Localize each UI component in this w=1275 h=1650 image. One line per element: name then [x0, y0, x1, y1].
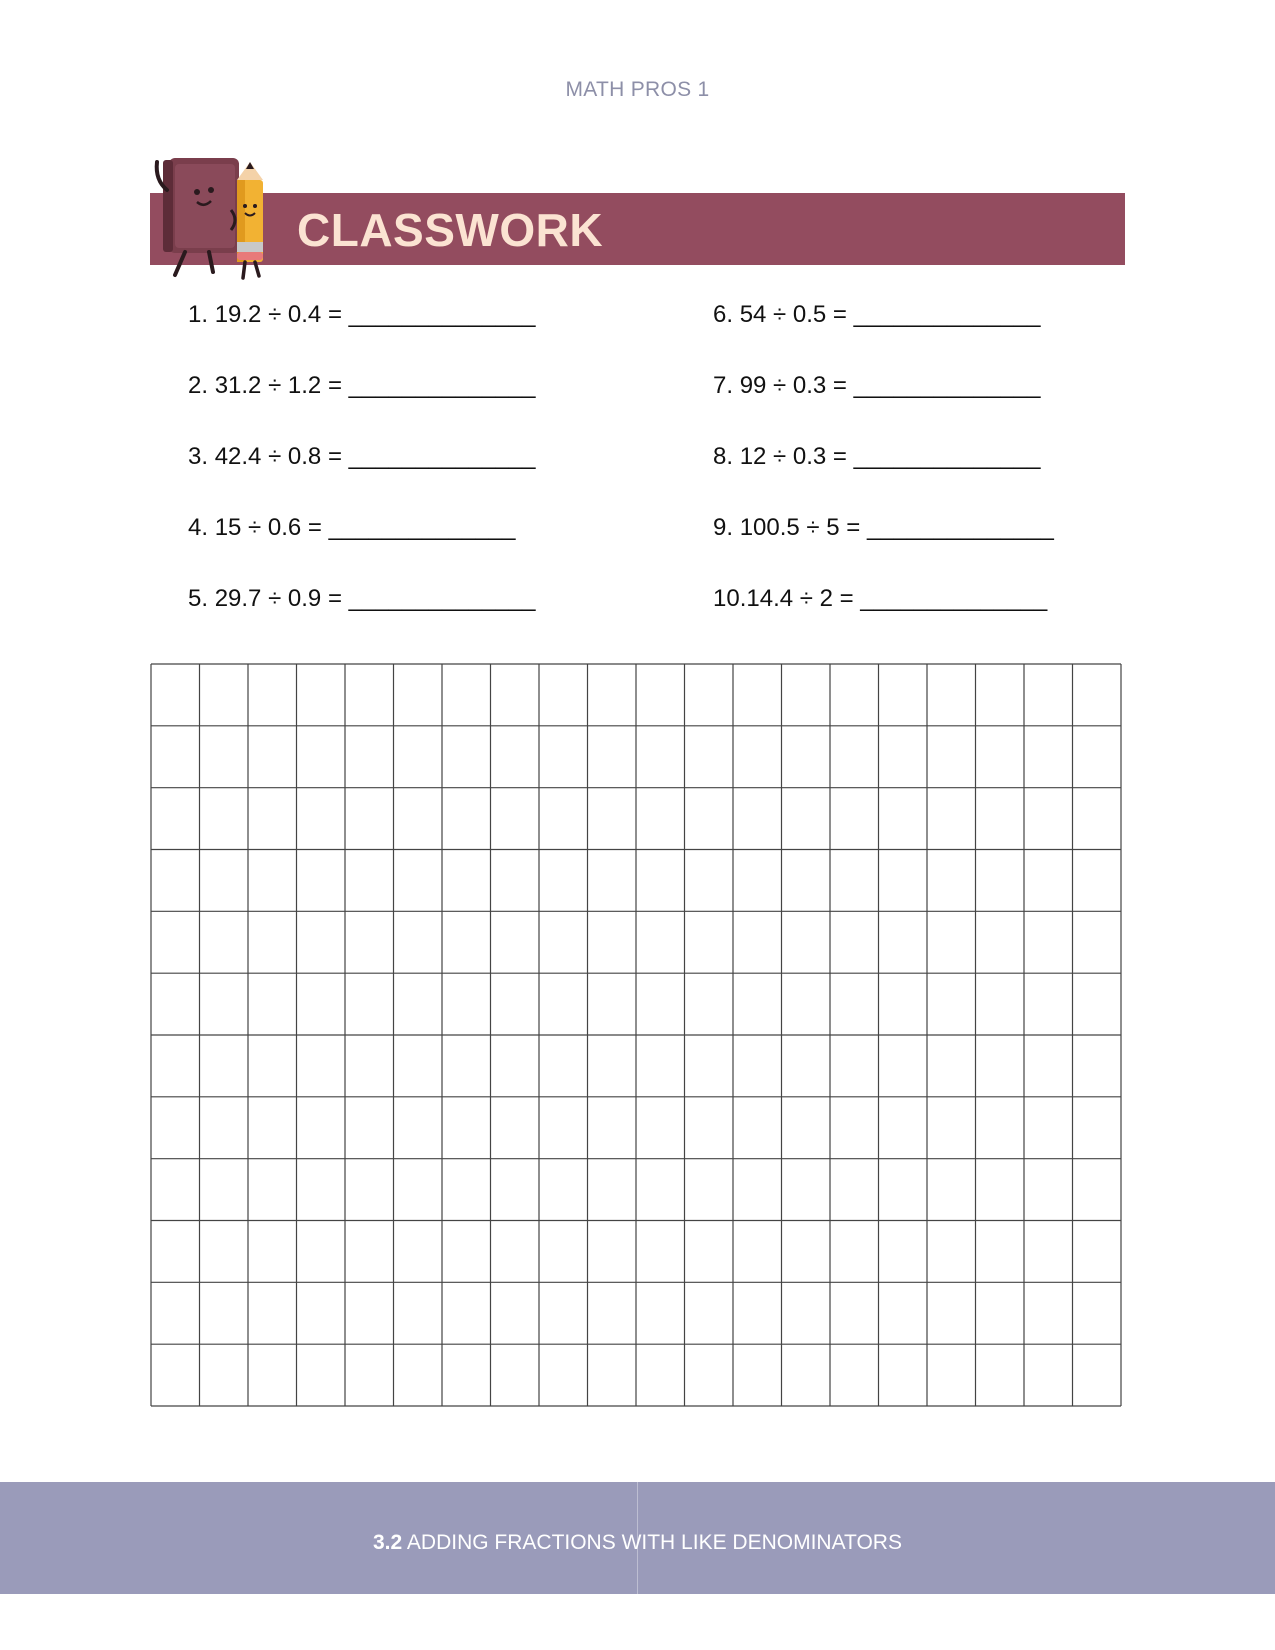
problem-number: 5. — [188, 585, 209, 612]
answer-blank: ______________ — [853, 301, 1041, 328]
problem-number: 3. — [188, 443, 209, 470]
work-grid — [150, 663, 1122, 1407]
problem-number: 7. — [713, 372, 734, 399]
problem-item — [188, 372, 536, 400]
footer-section-title: ADDING FRACTIONS WITH LIKE DENOMINATORS — [406, 1531, 902, 1554]
problem-item — [188, 301, 536, 329]
problem-expression: 31.2 ÷ 1.2 = — [214, 372, 349, 399]
answer-blank: ______________ — [348, 585, 536, 612]
problem-item — [713, 514, 1054, 542]
answer-blank: ______________ — [866, 514, 1054, 541]
footer-title — [0, 1531, 1275, 1555]
problem-expression: 19.2 ÷ 0.4 = — [214, 301, 349, 328]
problem-number: 2. — [188, 372, 209, 399]
problem-number: 1. — [188, 301, 209, 328]
problem-number: 8. — [713, 443, 734, 470]
problem-item — [713, 443, 1040, 471]
problem-item — [188, 585, 536, 613]
answer-blank: ______________ — [853, 372, 1041, 399]
problem-expression: 29.7 ÷ 0.9 = — [214, 585, 349, 612]
problem-item — [713, 301, 1040, 329]
problem-expression: 12 ÷ 0.3 = — [739, 443, 854, 470]
answer-blank: ______________ — [328, 514, 516, 541]
banner-title: CLASSWORK — [297, 204, 604, 256]
answer-blank: ______________ — [348, 443, 536, 470]
book-and-pencil-mascot-icon — [145, 150, 285, 290]
problem-number: 10. — [713, 585, 747, 612]
problem-item — [713, 372, 1040, 400]
problem-expression: 14.4 ÷ 2 = — [746, 585, 861, 612]
problem-number: 9. — [713, 514, 734, 541]
answer-blank: ______________ — [853, 443, 1041, 470]
problem-item — [188, 514, 515, 542]
answer-blank: ______________ — [860, 585, 1048, 612]
problem-expression: 54 ÷ 0.5 = — [739, 301, 854, 328]
problem-number: 4. — [188, 514, 209, 541]
problem-number: 6. — [713, 301, 734, 328]
problem-expression: 15 ÷ 0.6 = — [214, 514, 329, 541]
footer-section-number: 3.2 — [373, 1531, 403, 1554]
running-header: MATH PROS 1 — [565, 78, 710, 101]
problem-item — [713, 585, 1047, 613]
problem-expression: 99 ÷ 0.3 = — [739, 372, 854, 399]
answer-blank: ______________ — [348, 301, 536, 328]
problem-expression: 42.4 ÷ 0.8 = — [214, 443, 349, 470]
problem-item — [188, 443, 536, 471]
answer-blank: ______________ — [348, 372, 536, 399]
problem-expression: 100.5 ÷ 5 = — [739, 514, 867, 541]
